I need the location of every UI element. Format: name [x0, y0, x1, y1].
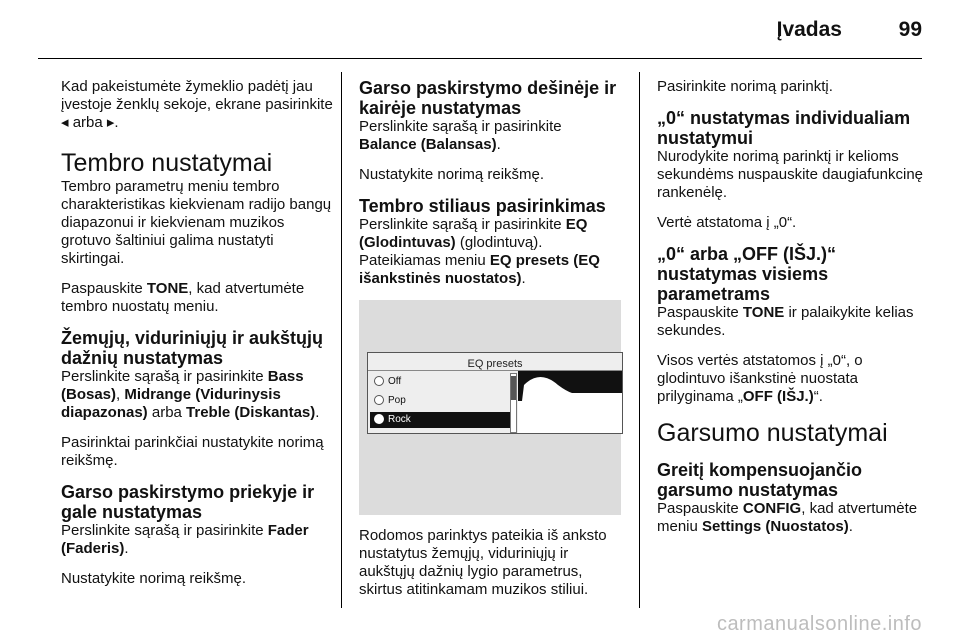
radio-icon: [374, 395, 384, 405]
eq-option-pop[interactable]: Pop: [370, 393, 511, 409]
section-title: Įvadas: [776, 18, 842, 41]
eq-presets-screenshot: [359, 300, 621, 515]
presets-caption: Rodomos parinktys pateikia iš anksto nustatytus žemųjų, viduriniųjų ir aukštųjų dažnių lygio parametrus, skirtus atitinkamam muzikos stiliui.: [359, 527, 607, 598]
freq-heading: Žemųjų, viduriniųjų ir aukštųjų dažnių nustatymas: [61, 328, 324, 368]
radio-selected-icon: [374, 414, 384, 424]
all-heading: „0“ arba „OFF (IŠJ.)“ nustatymas visiems parametrams: [657, 244, 837, 304]
style-heading: Tembro stiliaus pasirinkimas: [359, 196, 606, 216]
volume-heading: Garsumo nustatymai: [657, 419, 888, 447]
all-paragraph: Paspauskite TONE ir palaikykite kelias sekundes.: [657, 304, 914, 339]
zero-heading: „0“ nustatymas individualiam nustatymui: [657, 108, 911, 148]
style-menu-paragraph: Pateikiamas meniu EQ presets (EQ išankstinės nuostatos).: [359, 252, 600, 287]
zero-reset-paragraph: Vertė atstatoma į „0“.: [657, 214, 797, 231]
eq-curve-graphic: [518, 371, 622, 433]
header-rule: [38, 58, 922, 59]
balance-value-paragraph: Nustatykite norimą reikšmę.: [359, 166, 545, 183]
page-header: [0, 0, 960, 60]
column-3: [657, 78, 929, 548]
balance-paragraph: Perslinkite sąrašą ir pasirinkite Balance (Balansas).: [359, 118, 562, 153]
eq-presets-title: EQ presets: [467, 358, 523, 370]
column-divider-2: [639, 72, 640, 608]
tone-paragraph: Tembro parametrų meniu tembro charakteristikas kiekvienam radijo bangų diapazonui ir kiekvienam muzikos grotuvo šaltiniui galima nustatyti skirtingai.: [61, 178, 332, 267]
scrollbar[interactable]: [510, 373, 517, 433]
set-value-paragraph: Pasirinktai parinkčiai nustatykite norimą reikšmę.: [61, 434, 324, 469]
eq-curve-icon: [518, 371, 622, 433]
column-1: [61, 78, 333, 600]
tone-press-paragraph: Paspauskite TONE, kad atvertumėte tembro nuostatų meniu.: [61, 280, 305, 315]
cursor-paragraph: Kad pakeistumėte žymeklio padėtį jau įvestoje ženklų sekoje, ekrane pasirinkite ◂ arba ▸.: [61, 78, 333, 131]
column-2: [359, 78, 623, 611]
balance-heading: Garso paskirstymo dešinėje ir kairėje nustatymas: [359, 78, 617, 118]
eq-option-rock[interactable]: Rock: [370, 412, 511, 428]
page-number: 99: [898, 18, 922, 41]
all-reset-paragraph: Visos vertės atstatomos į „0“, o glodintuvo išankstinė nuostata prilyginama „OFF (IŠJ.)“.: [657, 352, 863, 405]
radio-icon: [374, 376, 384, 386]
tone-button-label: TONE: [146, 280, 189, 297]
freq-paragraph: Perslinkite sąrašą ir pasirinkite Bass (Bosas), Midrange (Vidurinysis diapazonas) arba Treble (Diskantas).: [61, 368, 320, 421]
fader-paragraph: Perslinkite sąrašą ir pasirinkite Fader (Faderis).: [61, 522, 309, 557]
tone-heading: Tembro nustatymai: [61, 149, 273, 177]
speed-heading: Greitį kompensuojančio garsumo nustatymas: [657, 460, 863, 500]
fader-heading: Garso paskirstymo priekyje ir gale nustatymas: [61, 482, 315, 522]
eq-presets-panel: [367, 352, 623, 434]
choose-option-paragraph: Pasirinkite norimą parinktį.: [657, 78, 833, 95]
watermark: carmanualsonline.info: [716, 613, 922, 635]
zero-paragraph: Nurodykite norimą parinktį ir kelioms sekundėms nuspauskite daugiafunkcinę rankenėlę.: [657, 148, 924, 201]
eq-option-off[interactable]: Off: [370, 374, 511, 390]
fader-value-paragraph: Nustatykite norimą reikšmę.: [61, 570, 247, 587]
style-paragraph: Perslinkite sąrašą ir pasirinkite EQ (Glodintuvas) (glodintuvą).: [359, 216, 588, 251]
speed-paragraph: Paspauskite CONFIG, kad atvertumėte meniu Settings (Nuostatos).: [657, 500, 918, 535]
column-divider-1: [341, 72, 342, 608]
